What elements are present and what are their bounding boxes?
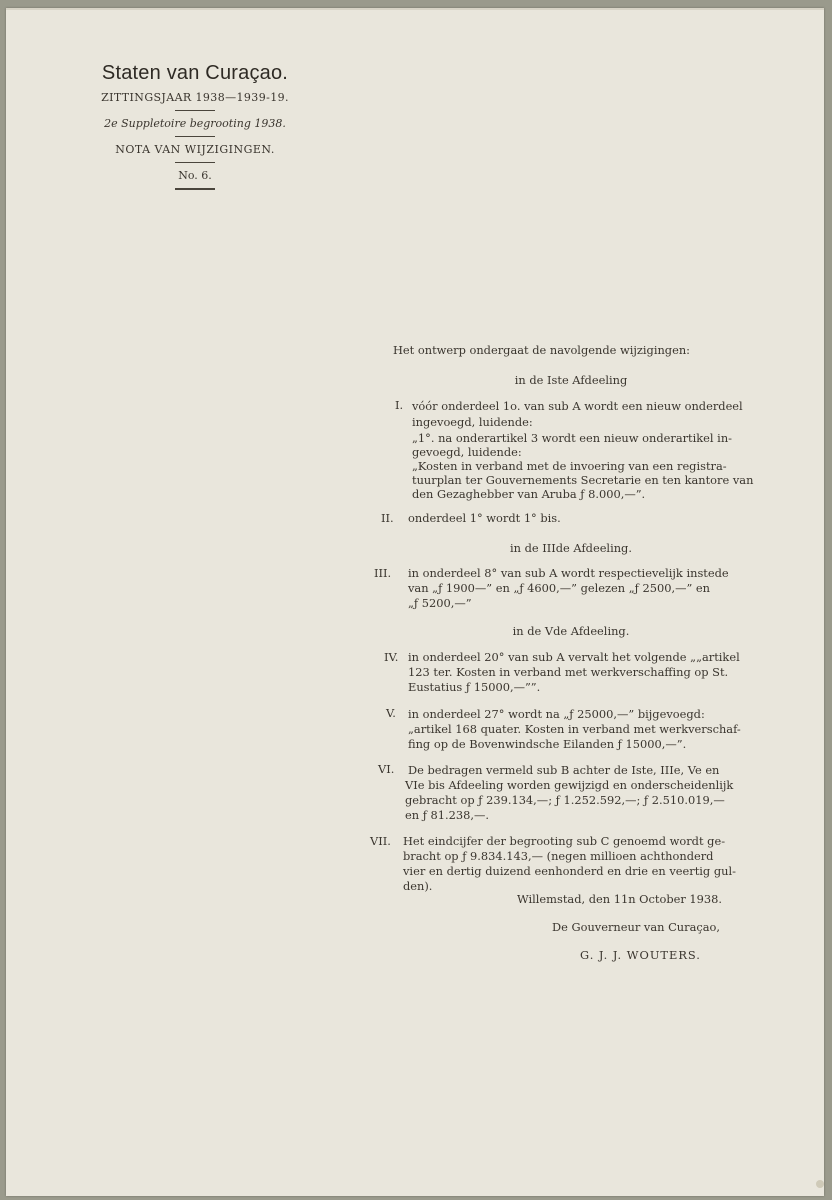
item-line: fing op de Bovenwindsche Eilanden ƒ 15000,—”. (408, 737, 687, 751)
item-line: „artikel 168 quater. Kosten in verband met werkverschaf- (408, 722, 741, 736)
header-supplement: 2e Suppletoire begrooting 1938. (104, 117, 286, 130)
item-line: van „ƒ 1900—” en „ƒ 4600,—” gelezen „ƒ 2500,—” en (408, 581, 710, 595)
item-line: 123 ter. Kosten in verband met werkverschaffing op St. (408, 665, 729, 679)
header-title: Staten van Curaçao. (101, 62, 289, 84)
item-line: gevoegd, luidende: (412, 445, 522, 459)
item-line: tuurplan ter Gouvernements Secretarie en ten kantore van (412, 473, 754, 487)
item-line: en ƒ 81.238,—. (405, 808, 490, 822)
place-date: Willemstad, den 11n October 1938. (517, 892, 723, 906)
item-number: II. (381, 511, 394, 525)
item-line: in onderdeel 20° van sub A vervalt het volgende „„artikel (408, 650, 740, 664)
item-line: den). (403, 879, 433, 893)
item-line: VIe bis Afdeeling worden gewijzigd en onderscheidenlijk (405, 778, 734, 792)
item-line: gebracht op ƒ 239.134,—; ƒ 1.252.592,—; ƒ 2.510.019,— (405, 793, 725, 807)
signatory-office: De Gouverneur van Curaçao, (552, 920, 721, 934)
header-divider (175, 136, 215, 137)
signatory-name: G. J. J. WOUTERS. (580, 948, 701, 962)
header-divider (175, 110, 215, 111)
item-line: „ƒ 5200,—” (408, 596, 472, 610)
document-header (70, 62, 320, 196)
section-heading: in de Iste Afdeeling (514, 373, 628, 387)
item-line: in onderdeel 27° wordt na „ƒ 25000,—” bijgevoegd: (408, 707, 705, 721)
header-nota: NOTA VAN WIJZIGINGEN. (115, 143, 275, 156)
section-heading: in de IIIde Afdeeling. (510, 541, 632, 555)
item-number: V. (386, 706, 396, 720)
item-line: bracht op ƒ 9.834.143,— (negen millioen achthonderd (403, 849, 714, 863)
item-line: vóór onderdeel 1o. van sub A wordt een nieuw onderdeel (412, 399, 743, 413)
item-number: IV. (384, 650, 399, 664)
item-line: in onderdeel 8° van sub A wordt respectievelijk instede (408, 566, 729, 580)
item-line: den Gezaghebber van Aruba ƒ 8.000,—”. (412, 487, 646, 501)
section-heading: in de Vde Afdeeling. (512, 624, 630, 638)
item-line: „Kosten in verband met de invoering van een registra- (412, 459, 727, 473)
corner-mark (816, 1180, 824, 1188)
item-line: vier en dertig duizend eenhonderd en drie en veertig gul- (403, 864, 736, 878)
item-line: De bedragen vermeld sub B achter de Iste, IIIe, Ve en (408, 763, 720, 777)
item-number: VII. (370, 834, 391, 848)
item-line: „1°. na onderartikel 3 wordt een nieuw onderartikel in- (412, 431, 733, 445)
header-divider (175, 162, 215, 163)
item-line: onderdeel 1° wordt 1° bis. (408, 511, 561, 525)
item-number: III. (374, 566, 392, 580)
header-session: ZITTINGSJAAR 1938—1939-19. (101, 91, 289, 104)
item-number: I. (395, 398, 404, 412)
header-divider (175, 188, 215, 190)
item-number: VI. (378, 762, 395, 776)
intro-text: Het ontwerp ondergaat de navolgende wijzigingen: (393, 343, 691, 357)
item-line: Het eindcijfer der begrooting sub C genoemd wordt ge- (403, 834, 726, 848)
paper-edge (6, 8, 824, 10)
item-line: Eustatius ƒ 15000,—””. (408, 680, 541, 694)
header-number: No. 6. (178, 169, 212, 182)
item-line: ingevoegd, luidende: (412, 415, 533, 429)
